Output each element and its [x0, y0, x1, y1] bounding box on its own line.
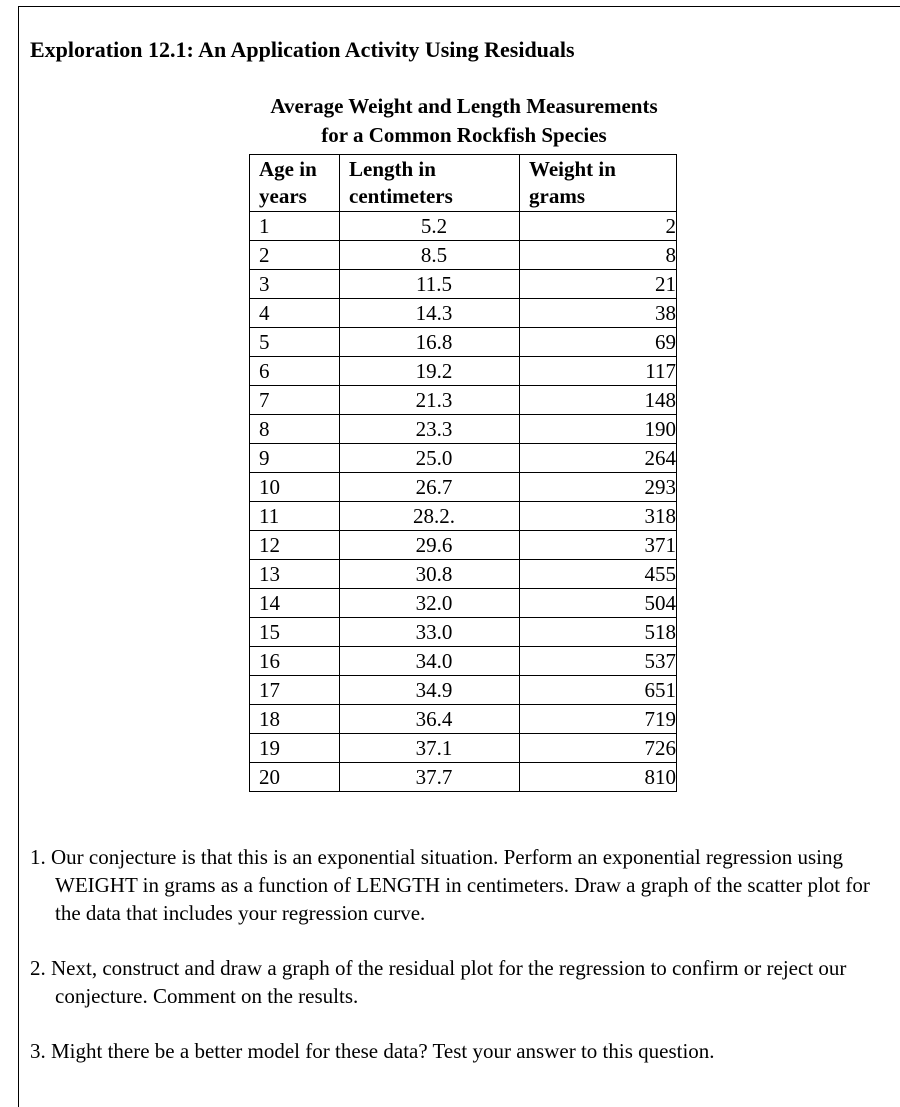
page-title: Exploration 12.1: An Application Activity Using Residuals [30, 37, 575, 62]
header-length-line1: Length in [349, 157, 436, 181]
length-cell: 37.1 [340, 734, 520, 763]
table-row [250, 647, 677, 676]
header-age-line1: Age in [259, 157, 317, 181]
age-cell: 1 [250, 212, 340, 241]
question-3: 3. Might there be a better model for these data? Test your answer to this question. [30, 1039, 715, 1063]
length-cell: 34.9 [340, 676, 520, 705]
age-cell: 9 [250, 444, 340, 473]
age-cell: 8 [250, 415, 340, 444]
header-weight [520, 155, 677, 212]
questions [30, 843, 895, 1065]
age-cell: 12 [250, 531, 340, 560]
age-cell: 3 [250, 270, 340, 299]
table-row [250, 270, 677, 299]
weight-cell: 371 [520, 531, 677, 560]
rockfish-data-table [249, 154, 677, 792]
length-cell: 30.8 [340, 560, 520, 589]
age-cell: 18 [250, 705, 340, 734]
age-cell: 2 [250, 241, 340, 270]
weight-cell: 8 [520, 241, 677, 270]
age-cell: 13 [250, 560, 340, 589]
age-cell: 6 [250, 357, 340, 386]
length-cell: 36.4 [340, 705, 520, 734]
question-2: 2. Next, construct and draw a graph of the residual plot for the regression to confirm or reject our conjecture. Comment on the results. [30, 956, 847, 1008]
table-row [250, 531, 677, 560]
age-cell: 19 [250, 734, 340, 763]
age-cell: 7 [250, 386, 340, 415]
length-cell: 14.3 [340, 299, 520, 328]
weight-cell: 38 [520, 299, 677, 328]
length-cell: 19.2 [340, 357, 520, 386]
table-row [250, 589, 677, 618]
length-cell: 26.7 [340, 473, 520, 502]
table-row [250, 386, 677, 415]
table-row [250, 241, 677, 270]
age-cell: 20 [250, 763, 340, 792]
weight-cell: 651 [520, 676, 677, 705]
header-length [340, 155, 520, 212]
length-cell: 28.2. [340, 502, 520, 531]
length-cell: 11.5 [340, 270, 520, 299]
table-row [250, 734, 677, 763]
weight-cell: 69 [520, 328, 677, 357]
age-cell: 5 [250, 328, 340, 357]
weight-cell: 148 [520, 386, 677, 415]
length-cell: 8.5 [340, 241, 520, 270]
weight-cell: 293 [520, 473, 677, 502]
table-caption [239, 92, 689, 150]
table-row [250, 328, 677, 357]
caption-line-2: for a Common Rockfish Species [321, 123, 607, 147]
table-row [250, 299, 677, 328]
weight-cell: 117 [520, 357, 677, 386]
weight-cell: 21 [520, 270, 677, 299]
table-row [250, 763, 677, 792]
age-cell: 16 [250, 647, 340, 676]
table-row [250, 212, 677, 241]
table-row [250, 415, 677, 444]
length-cell: 5.2 [340, 212, 520, 241]
age-cell: 11 [250, 502, 340, 531]
weight-cell: 810 [520, 763, 677, 792]
weight-cell: 726 [520, 734, 677, 763]
age-cell: 4 [250, 299, 340, 328]
weight-cell: 2 [520, 212, 677, 241]
weight-cell: 264 [520, 444, 677, 473]
table-row [250, 444, 677, 473]
age-cell: 15 [250, 618, 340, 647]
table-row [250, 676, 677, 705]
age-cell: 14 [250, 589, 340, 618]
length-cell: 16.8 [340, 328, 520, 357]
table-row [250, 357, 677, 386]
weight-cell: 719 [520, 705, 677, 734]
header-weight-line1: Weight in [529, 157, 616, 181]
weight-cell: 190 [520, 415, 677, 444]
length-cell: 33.0 [340, 618, 520, 647]
table-row [250, 618, 677, 647]
weight-cell: 318 [520, 502, 677, 531]
header-age-line2: years [259, 184, 307, 208]
length-cell: 25.0 [340, 444, 520, 473]
weight-cell: 537 [520, 647, 677, 676]
weight-cell: 504 [520, 589, 677, 618]
caption-line-1: Average Weight and Length Measurements [270, 94, 658, 118]
age-cell: 17 [250, 676, 340, 705]
length-cell: 29.6 [340, 531, 520, 560]
table-row [250, 502, 677, 531]
length-cell: 34.0 [340, 647, 520, 676]
header-weight-line2: grams [529, 184, 585, 208]
table-row [250, 705, 677, 734]
table-row [250, 560, 677, 589]
table-header-row [250, 155, 677, 212]
weight-cell: 455 [520, 560, 677, 589]
header-length-line2: centimeters [349, 184, 453, 208]
length-cell: 21.3 [340, 386, 520, 415]
length-cell: 37.7 [340, 763, 520, 792]
header-age [250, 155, 340, 212]
age-cell: 10 [250, 473, 340, 502]
table-row [250, 473, 677, 502]
length-cell: 23.3 [340, 415, 520, 444]
question-1: 1. Our conjecture is that this is an exponential situation. Perform an exponential regression using WEIGHT in grams as a function of LENGTH in centimeters. Draw a graph of the scatter plot for the data that includes your regression curve. [30, 845, 870, 925]
weight-cell: 518 [520, 618, 677, 647]
length-cell: 32.0 [340, 589, 520, 618]
table-body [250, 212, 677, 792]
